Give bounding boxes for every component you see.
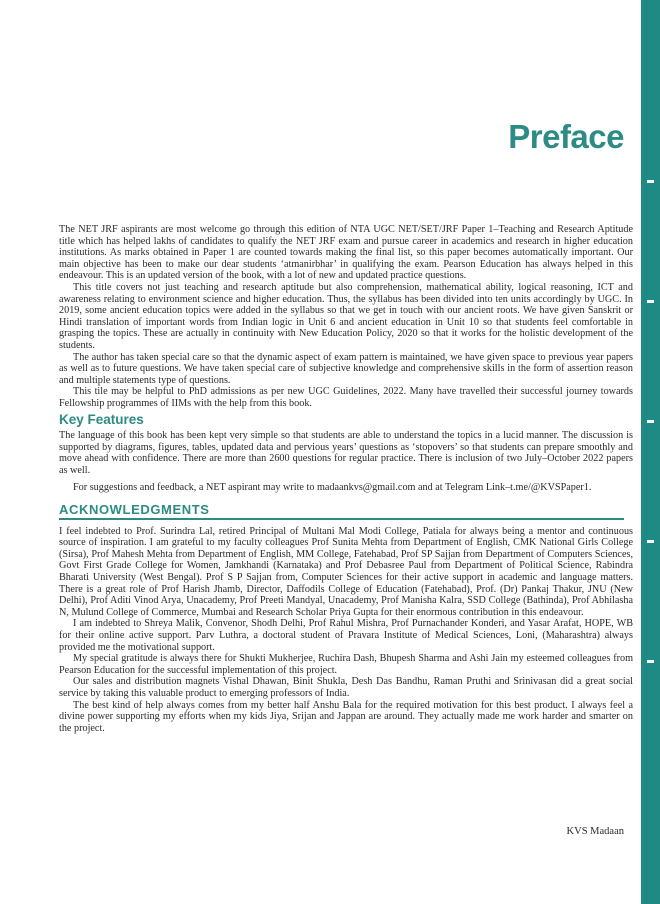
preface-paragraph: The author has taken special care so that the dynamic aspect of exam pattern is maintained, we have given space to previous year papers as well as to future questions. We have taken special care of subjective knowledge and comprehensive skills in the form of assertion reason and multiple statements type of questions. [59, 351, 633, 386]
author-signature: KVS Madaan [566, 826, 624, 837]
key-features-paragraph: For suggestions and feedback, a NET aspirant may write to madaankvs@gmail.com and at Telegram Link–t.me/@KVSPaper1. [73, 482, 592, 494]
side-bar-stripe [647, 300, 654, 303]
side-bar-stripe [647, 420, 654, 423]
content-body [59, 224, 633, 734]
acknowledgments-heading: ACKNOWLEDGMENTS [59, 504, 624, 520]
preface-section [59, 224, 633, 410]
page-title: Preface [508, 118, 624, 155]
acknowledgments-paragraph: The best kind of help always comes from my better half Anshu Bala for the required motivation for this best product. I always feel a divine power supporting my efforts when my kids Jiya, Srijan and Jappan are around. They actually made me work harder and smarter on the project. [59, 699, 633, 734]
preface-paragraph: This title covers not just teaching and research aptitude but also comprehension, mathematical ability, logical reasoning, ICT and awareness relating to environment science and higher education. Thus, the syllabus has been divided into ten units accordingly by UGC. In 2019, some ancient education topics were added in the syllabus so that we get in touch with our ancient roots. We have given Sanskrit or Hindi translation of important words from Indian logic in Unit 6 and ancient education in Unit 10 so that students feel comfortable in grasping the topics. These are actually in continuity with New Education Policy, 2020 so that it works for the holistic development of the students. [59, 281, 633, 351]
key-features-section [59, 430, 633, 494]
preface-paragraph: This tile may be helpful to PhD admissions as per new UGC Guidelines, 2022. Many have travelled their successful journey towards Fellowship programmes of IIMs with the help from this book. [59, 386, 633, 409]
acknowledgments-paragraph: I am indebted to Shreya Malik, Convenor, Shodh Delhi, Prof Rahul Mishra, Prof Purnachander Konderi, and Yasar Arafat, HOPE, WB for their online active support. Parv Luthra, a doctoral student of Pravara Institute of Medical Sciences, Loni, (Maharashtra) always provided me the motivational support. [59, 618, 633, 653]
acknowledgments-paragraph: I feel indebted to Prof. Surindra Lal, retired Principal of Multani Mal Modi College, Patiala for always being a mentor and continuous source of inspiration. I am grateful to my faculty colleagues Prof Sunita Mehta from Department of English, CMK National Girls College (Sirsa), Prof Mahesh Mehta from Department of English, MM College, Fatehabad, Prof SP Sajjan from Department of Computers Sciences, Govt First Grade College for Women, Jamkhandi (Karnataka) and Prof Debasree Paul from Department of Political Science, Rabindra Bharati University (West Bengal). Prof S P Sajjan from, Computer Sciences for their active support in academic and language matters. There is a great role of Prof Harish Jhamb, Director, Daffodils College of Education (Fatehabad), Prof. (Dr) Pankaj Thakur, JNU (New Delhi), Prof Aditi Vinod Arya, Unacademy, Prof Preeti Mandyal, Unacademy, Prof Manisha Kalra, SSD College (Bathinda), Prof Abhilasha N, Mulund College of Commerce, Mumbai and Research Scholar Priya Gupta for their enormous contribution in this endeavour. [59, 525, 633, 618]
acknowledgments-section [59, 526, 633, 735]
key-features-paragraph: The language of this book has been kept very simple so that students are able to understand the topics in a lucid manner. The discussion is supported by diagrams, figures, tables, updated data and pervious years’ questions as ‘stopovers’ so that students can prepare smoothly and move ahead with confidence. There are more than 2600 questions for regular practice. There is inclusion of two July–October 2022 papers as well. [59, 430, 633, 476]
side-bar-stripe [647, 180, 654, 183]
side-bar-stripe [647, 660, 654, 663]
preface-paragraph: The NET JRF aspirants are most welcome go through this edition of NTA UGC NET/SET/JRF Paper 1–Teaching and Research Aptitude title which has helped lakhs of candidates to qualify the NET JRF exam and pursue career in academics and research in higher education institutions. As marks obtained in Paper 1 are counted towards making the final list, so this paper becomes automatically important. Our main objective has been to make our dear students ‘atmanirbhar’ in qualifying the exam. Pearson Education has always helped in this endeavour. This is an updated version of the book, with a lot of new and updated practice questions. [59, 224, 633, 282]
key-features-heading: Key Features [59, 411, 144, 427]
acknowledgments-paragraph: Our sales and distribution magnets Vishal Dhawan, Binit Shukla, Desh Das Bandhu, Raman Pruthi and Srinivasan did a great social service by taking this valuable product to emerging professors of India. [59, 676, 633, 699]
side-bar-stripe [647, 540, 654, 543]
side-color-bar [641, 0, 660, 904]
acknowledgments-paragraph: My special gratitude is always there for Shukti Mukherjee, Ruchira Dash, Bhupesh Sharma and Ashi Jain my esteemed colleagues from Pearson Education for the successful implementation of this project. [59, 653, 633, 676]
